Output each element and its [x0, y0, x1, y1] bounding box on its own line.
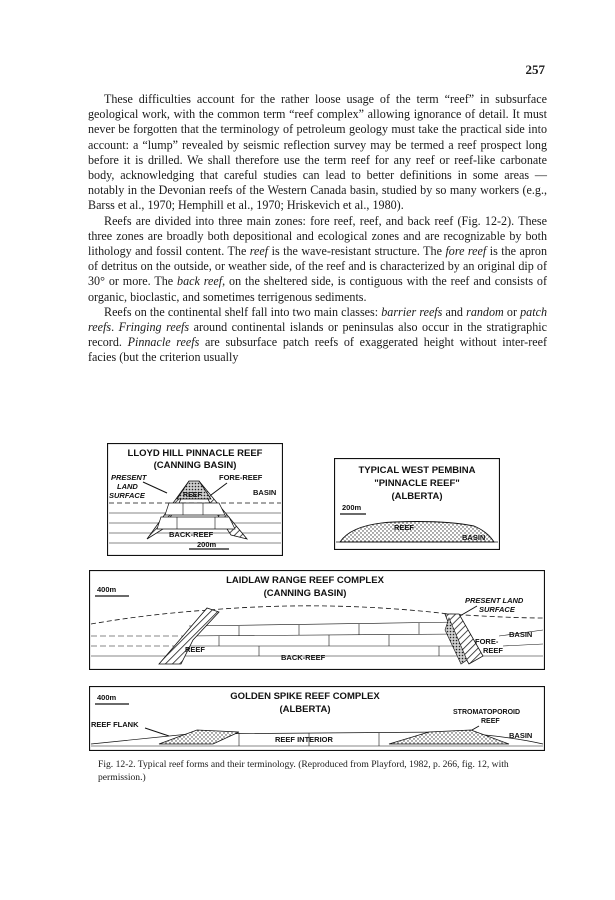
lloyd-present-2: LAND: [117, 482, 138, 491]
pembina-title-3: (ALBERTA): [391, 491, 443, 502]
laidlaw-present-1: PRESENT LAND: [465, 596, 524, 605]
lloyd-scale-label: 200m: [197, 540, 217, 549]
figure-laidlaw: [89, 570, 545, 670]
pembina-scale-label: 200m: [342, 503, 362, 512]
lloyd-back-reef-label: BACK-REEF: [169, 530, 214, 539]
text-run: is the apron of detritus on the outside, or weather side, of the reef and is characterized by an original dip of 30° or more. The: [88, 244, 547, 289]
term-patch-reefs: patch reefs: [88, 304, 547, 335]
laidlaw-present-2: SURFACE: [479, 605, 515, 614]
pembina-basin-label: BASIN: [462, 533, 486, 542]
text-run: or: [503, 304, 521, 319]
term-reef: reef: [249, 244, 269, 259]
text-run: around continental islands or peninsulas also occur in the stratigraphic record.: [88, 320, 547, 350]
golden-basin-label: BASIN: [509, 731, 533, 740]
golden-strom-label-2: REEF: [481, 718, 500, 725]
golden-reef-flank-label: REEF FLANK: [91, 720, 139, 729]
lloyd-back-reef-block: [157, 517, 235, 529]
term-random: random: [466, 304, 504, 319]
term-fringing-reefs: Fringing reefs: [118, 320, 190, 335]
lloyd-reef-label: REEF: [183, 492, 202, 499]
laidlaw-title-1: LAIDLAW RANGE REEF COMPLEX: [226, 575, 384, 586]
paragraph-3: [88, 305, 547, 366]
page-number: 257: [525, 62, 545, 77]
laidlaw-fore-label-1: FORE-: [475, 637, 499, 646]
paragraph-1: [88, 92, 547, 214]
lloyd-present-3: SURFACE: [109, 491, 145, 500]
paragraph-2: [88, 214, 547, 305]
pembina-reef-label: REEF: [394, 523, 415, 532]
text-run: .: [111, 320, 119, 335]
figure-caption: Fig. 12-2. Typical reef forms and their terminology. (Reproduced from Playford, 1982, p. 266, fig. 12, with permission.): [98, 759, 509, 783]
term-back-reef: back reef: [177, 274, 223, 289]
laidlaw-fore-label-2: REEF: [483, 646, 504, 655]
text-run: are subsurface patch reefs of exaggerated height without inter-reef facies (but the criterion usually: [88, 335, 548, 365]
body-text: [88, 92, 547, 366]
laidlaw-back-reef-label: BACK-REEF: [281, 653, 326, 662]
text-run: Reefs are divided into three main zones: fore reef, reef, and back reef (Fig. 12-2). These three zones are broadly both depositional and ecological zones and are recognizable by both lithology and fossil content. The: [88, 213, 547, 259]
text-run: and: [442, 304, 467, 319]
term-pinnacle-reefs: Pinnacle reefs: [127, 335, 200, 350]
lloyd-present-1: PRESENT: [111, 473, 147, 482]
golden-title-1: GOLDEN SPIKE REEF COMPLEX: [230, 691, 380, 702]
golden-strom-label-1: STROMATOPOROID: [453, 709, 521, 716]
lloyd-basin-label: BASIN: [253, 488, 277, 497]
laidlaw-scale-label: 400m: [97, 585, 117, 594]
lloyd-back-reef-block: [165, 503, 225, 515]
figure-golden-spike: [89, 686, 545, 751]
pembina-title-1: TYPICAL WEST PEMBINA: [358, 465, 476, 476]
text-run: is the wave-resistant structure. The: [268, 244, 446, 259]
golden-reef-interior-label: REEF INTERIOR: [275, 735, 333, 744]
lloyd-title-2: (CANNING BASIN): [153, 460, 237, 471]
term-barrier-reefs: barrier reefs: [381, 304, 443, 319]
figure-lloyd-hill: [107, 443, 283, 556]
term-fore-reef: fore reef: [445, 244, 487, 259]
golden-scale-label: 400m: [97, 693, 117, 702]
lloyd-title-1: LLOYD HILL PINNACLE REEF: [127, 448, 263, 459]
figure-west-pembina: [334, 458, 500, 550]
text-run: These difficulties account for the rather loose usage of the term “reef” in subsurface geological work, with the common term “reef complex” allowing ignorance of detail. It must never be forgotten that the terminology of petroleum geology must take the practical side into account: a “lump” revealed by seismic reflection survey may be termed a reef prospect long before it is drilled. We shall therefore use the term reef for any reef or reef-like carbonate body, acknowledging that careful studies can lead to better definitions in some areas — notably in the Devonian reefs of the Western Canada basin, studied by so many workers (e.g., Barss et al., 1970; Hemphill et al., 1970; Hriskevich et al., 1980).: [88, 92, 547, 213]
text-run: Reefs on the continental shelf fall into two main classes:: [104, 304, 382, 319]
laidlaw-basin-label: BASIN: [509, 630, 533, 639]
laidlaw-title-2: (CANNING BASIN): [263, 588, 347, 599]
golden-title-2: (ALBERTA): [279, 704, 331, 715]
laidlaw-reef-label: REEF: [185, 645, 206, 654]
pembina-title-2: "PINNACLE REEF": [374, 478, 460, 489]
lloyd-fore-reef-label: FORE-REEF: [219, 473, 263, 482]
text-run: , on the sheltered side, is contiguous with the reef and consists of organic, bioclastic, and sometimes terrigenous sediments.: [88, 274, 547, 304]
